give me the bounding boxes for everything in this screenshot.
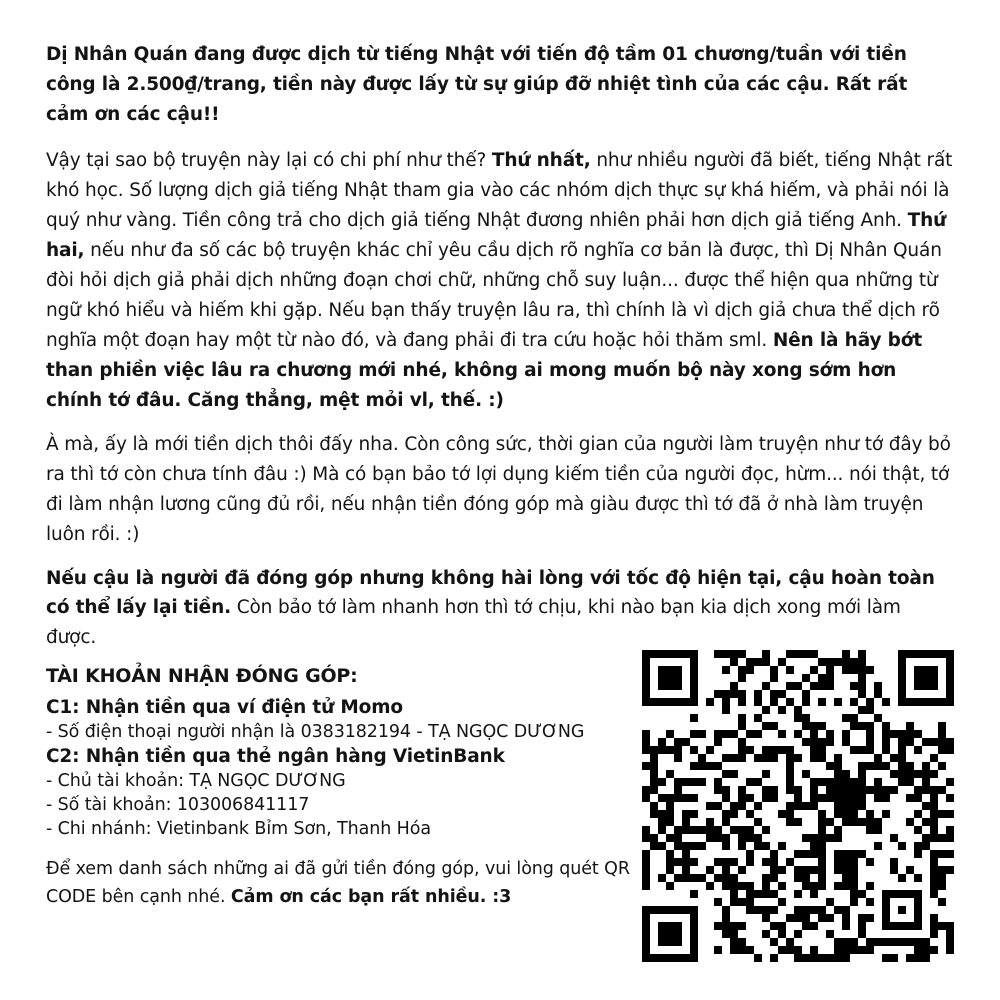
intro-paragraph: Dị Nhân Quán đang được dịch từ tiếng Nhật với tiến độ tầm 01 chương/tuần với tiền công là 2.500₫/trang, tiền này được lấy từ sự giúp đỡ nhiệt tình của các cậu. Rất rất cảm ơn các cậu!! [46,44,908,125]
qr-code-container [642,650,954,962]
paragraph-2-bold-3: Nên là hãy bớt than phiền việc lâu ra chương mới nhé, không ai mong muốn bộ này xong sớm hơn chính tớ đâu. Căng thẳng, mệt mỏi vl, thế. :) [46,329,923,411]
account-block-momo [46,697,646,742]
account-vietinbank-number: - Số tài khoản: 103006841117 [46,795,310,816]
paragraph-3: À mà, ấy là mới tiền dịch thôi đấy nha. Còn công sức, thời gian của người làm truyện như tớ đây bỏ ra thì tớ còn chưa tính đâu :) Mà có bạn bảo tớ lợi dụng kiếm tiền của người đọc, hừm... nói thật, tớ đi làm nhận lương cũng đủ rồi, nếu nhận tiền đóng góp mà giàu được thì tớ đã ở nhà làm truyện luôn rồi. :) [46,433,951,545]
account-vietinbank-heading: C2: Nhận tiền qua thẻ ngân hàng VietinBank [46,746,505,768]
qr-code-image [642,650,954,962]
outro-part-1: Để xem danh sách những ai đã gửi tiền đóng góp, vui lòng quét QR CODE bên cạnh nhé. [46,859,630,908]
paragraph-4-bold: Nếu cậu là người đã đóng góp nhưng không hài lòng với tốc độ hiện tại, cậu hoàn toàn có thể lấy lại tiền. [46,567,935,619]
paragraph-2-bold-2: Thứ hai, [46,209,947,261]
outro-bold: Cảm ơn các bạn rất nhiều. :3 [230,887,512,908]
paragraph-2-part-3: nếu như đa số các bộ truyện khác chỉ yêu cầu dịch rõ nghĩa cơ bản là được, thì Dị Nhân Quán đòi hỏi dịch giả phải dịch những đoạn chơi chữ, những chỗ suy luận... được thể hiện qua những từ ngữ khó hiểu và hiếm khi gặp. Nếu bạn thấy truyện lâu ra, thì chính là vì dịch giả chưa thể dịch rõ nghĩa một đoạn hay một từ nào đó, và đang phải đi tra cứu hoặc hỏi thăm sml. [46,239,942,351]
outro-paragraph [46,855,646,911]
paragraph-2-bold-1: Thứ nhất, [491,149,591,171]
paragraph-2 [46,146,954,416]
paragraph-4-rest: Còn bảo tớ làm nhanh hơn thì tớ chịu, khi nào bạn kia dịch xong mới làm được. [46,597,901,649]
paragraph-2-part-1: Vậy tại sao bộ truyện này lại có chi phí như thế? [46,149,492,171]
account-vietinbank-owner: - Chủ tài khoản: TẠ NGỌC DƯƠNG [46,771,346,792]
paragraph-2-part-2: như nhiều người đã biết, tiếng Nhật rất khó học. Số lượng dịch giả tiếng Nhật tham gia vào các nhóm dịch thực sự khá hiếm, và phải nói là quý như vàng. Tiền công trả cho dịch giả tiếng Nhật đương nhiên phải hơn dịch giả tiếng Anh. [46,149,953,231]
account-momo-heading: C1: Nhận tiền qua ví điện tử Momo [46,697,403,719]
account-vietinbank-branch: - Chi nhánh: Vietinbank Bỉm Sơn, Thanh Hóa [46,819,431,840]
account-block-vietinbank [46,746,646,839]
accounts-title: TÀI KHOẢN NHẬN ĐÓNG GÓP: [46,665,358,688]
paragraph-4 [46,564,954,654]
account-momo-phone: - Số điện thoại người nhận là 0383182194 - TẠ NGỌC DƯƠNG [46,722,585,743]
